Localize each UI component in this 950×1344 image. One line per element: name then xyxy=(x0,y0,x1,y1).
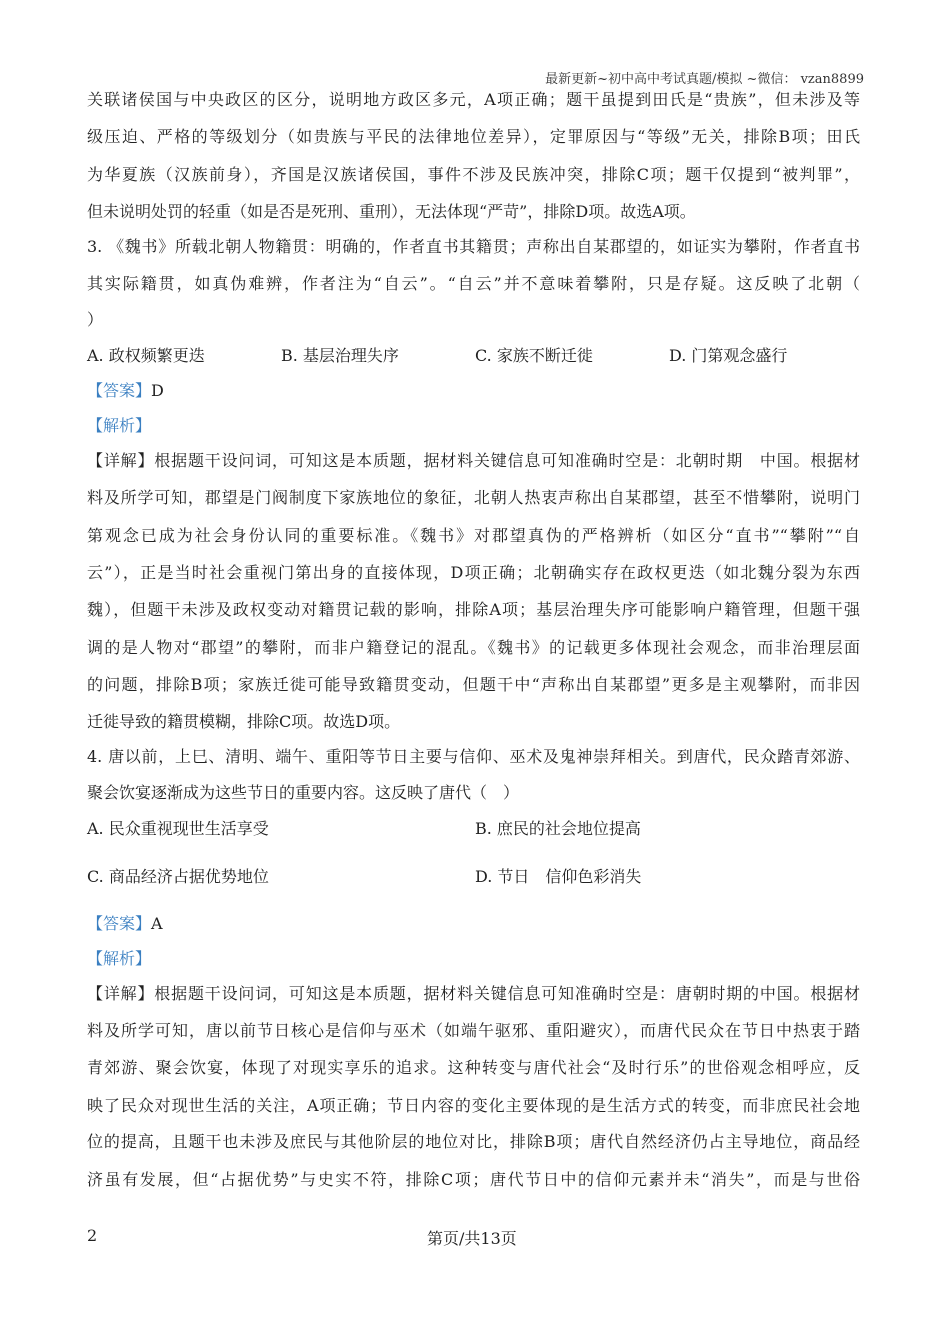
q3-option-d: D. 门第观念盛行 xyxy=(669,346,788,365)
q3-detail-line: 的问题，排除B项；家族迁徙可能导致籍贯变动，但题干中“声称出自某郡望”更多是主观攀附，而非因 xyxy=(87,675,860,694)
q4-analysis-label: 【解析】 xyxy=(87,949,152,968)
q4-detail-line: 济虽有发展，但“占据优势”与史实不符，排除C项；唐代节日中的信仰元素并未“消失”，而是与世俗 xyxy=(87,1170,860,1189)
q3-detail-line: 云”），正是当时社会重视门第出身的直接体现，D项正确；北朝确实存在政权更迭（如北魏分裂为东西 xyxy=(87,563,860,582)
q4-answer xyxy=(87,913,860,935)
q3-option-a: A. 政权频繁更迭 xyxy=(87,346,205,365)
q4-option-a: A. 民众重视现世生活享受 xyxy=(87,819,269,838)
page-count: 第页/共13页 xyxy=(427,1229,517,1248)
q3-detail-line: 魏），但题干未涉及政权变动对籍贯记载的影响，排除A项；基层治理失序可能影响户籍管理，但题干强 xyxy=(87,600,860,619)
detail-label: 【详解】 xyxy=(87,984,155,1003)
q4-detail-line xyxy=(87,983,860,1005)
text-line: 关联诸侯国与中央政区的区分，说明地方政区多元，A项正确；题干虽提到田氏是“贵族”，但未涉及等 xyxy=(87,90,860,109)
detail-text: 根据题干设问词，可知这是本质题，据材料关键信息可知准确时空是：北朝时期 中国。根据材 xyxy=(154,451,860,470)
q4-option-b: B. 庶民的社会地位提高 xyxy=(475,819,641,838)
q3-analysis-label: 【解析】 xyxy=(87,416,152,435)
q3-detail-line: 迁徙导致的籍贯模糊，排除C项。故选D项。 xyxy=(87,712,401,731)
q4-detail-line: 青郊游、聚会饮宴，体现了对现实享乐的追求。这种转变与唐代社会“及时行乐”的世俗观念相呼应，反 xyxy=(87,1058,860,1077)
q4-option-c: C. 商品经济占据优势地位 xyxy=(87,867,269,886)
page-header: 最新更新~初中高中考试真题/模拟 ~微信： vzan8899 xyxy=(545,72,864,87)
detail-text: 根据题干设问词，可知这是本质题，据材料关键信息可知准确时空是：唐朝时期的中国。根据材 xyxy=(154,984,860,1003)
answer-label: 【答案】 xyxy=(87,914,152,933)
text-line: 级压迫、严格的等级划分（如贵族与平民的法律地位差异），定罪原因与“等级”无关，排除B项；田氏 xyxy=(87,127,860,146)
q4-detail-line: 位的提高，且题干也未涉及庶民与其他阶层的地位对比，排除B项；唐代自然经济仍占主导地位，商品经 xyxy=(87,1132,860,1151)
detail-label: 【详解】 xyxy=(87,451,155,470)
q3-detail-line: 第观念已成为社会身份认同的重要标准。《魏书》对郡望真伪的严格辨析（如区分“直书”“攀附”“自 xyxy=(87,526,860,545)
answer-value: A xyxy=(151,914,163,933)
question-3-stem: 3. 《魏书》所载北朝人物籍贯：明确的，作者直书其籍贯；声称出自某郡望的，如证实为攀附，作者直书 xyxy=(87,237,860,256)
q3-detail-line: 调的是人物对“郡望”的攀附，而非户籍登记的混乱。《魏书》的记载更多体现社会观念，而非治理层面 xyxy=(87,638,860,657)
q3-detail-line: 料及所学可知，郡望是门阀制度下家族地位的象征，北朝人热衷声称出自某郡望，甚至不惜攀附，说明门 xyxy=(87,488,860,507)
answer-value: D xyxy=(151,381,164,400)
q3-option-b: B. 基层治理失序 xyxy=(281,346,399,365)
question-3-stem: ） xyxy=(87,310,104,329)
q3-option-c: C. 家族不断迁徙 xyxy=(475,346,593,365)
q3-detail-line xyxy=(87,450,860,472)
q4-detail-line: 料及所学可知，唐以前节日核心是信仰与巫术（如端午驱邪、重阳避灾），而唐代民众在节日中热衷于踏 xyxy=(87,1021,860,1040)
question-3-stem: 其实际籍贯，如真伪难辨，作者注为“自云”。“自云”并不意味着攀附，只是存疑。这反映了北朝（ xyxy=(87,274,860,293)
q4-option-d: D. 节日 信仰色彩消失 xyxy=(475,867,642,886)
page-number: 2 xyxy=(87,1226,98,1245)
text-line: 为华夏族（汉族前身），齐国是汉族诸侯国，事件不涉及民族冲突，排除C项；题干仅提到“被判罪”， xyxy=(87,165,860,184)
q3-answer xyxy=(87,380,860,402)
question-4-stem: 聚会饮宴逐渐成为这些节日的重要内容。这反映了唐代（ ） xyxy=(87,783,520,802)
answer-label: 【答案】 xyxy=(87,381,152,400)
q4-detail-line: 映了民众对现世生活的关注，A项正确；节日内容的变化主要体现的是生活方式的转变，而非庶民社会地 xyxy=(87,1096,860,1115)
question-4-stem: 4. 唐以前，上巳、清明、端午、重阳等节日主要与信仰、巫术及鬼神崇拜相关。到唐代，民众踏青郊游、 xyxy=(87,747,860,766)
text-line: 但未说明处罚的轻重（如是否是死刑、重刑），无法体现“严苛”，排除D项。故选A项。 xyxy=(87,202,696,221)
